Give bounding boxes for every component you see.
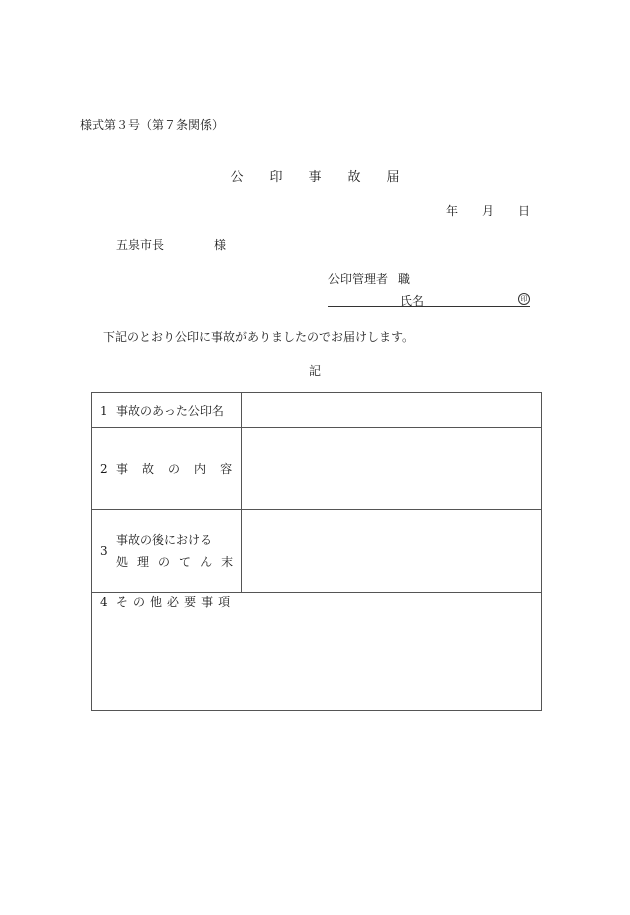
char: の	[168, 462, 181, 477]
incident-table	[91, 392, 542, 711]
date-year: 年	[446, 204, 459, 218]
date-day: 日	[518, 204, 531, 218]
table-row	[92, 510, 542, 592]
row4-label	[92, 592, 542, 710]
row4-text	[116, 595, 235, 609]
row3-label	[92, 510, 242, 592]
manager-line	[328, 270, 410, 287]
row3-line2	[116, 551, 233, 573]
title-char: 印	[269, 170, 283, 185]
row1-text: 事故のあった公印名	[116, 403, 224, 418]
name-field	[328, 292, 530, 307]
char: 容	[220, 462, 233, 477]
row2-value	[242, 428, 542, 510]
date-month: 月	[482, 204, 495, 218]
document-title	[0, 166, 630, 185]
char: 項	[218, 594, 231, 609]
char: て	[179, 554, 192, 569]
char: 故	[142, 462, 155, 477]
mayor-label: 五泉市長	[116, 238, 165, 252]
char: ん	[200, 554, 213, 569]
char: の	[133, 594, 146, 609]
char: 内	[194, 462, 207, 477]
row-number: 1	[100, 403, 108, 418]
table-row	[92, 428, 542, 510]
title-char: 届	[386, 170, 400, 185]
honorific: 様	[214, 238, 227, 252]
seal-icon: 印	[518, 293, 530, 305]
title-char: 故	[347, 170, 361, 185]
row-number: 3	[100, 543, 108, 558]
row3-line1: 事故の後における	[116, 532, 213, 547]
char: そ	[116, 594, 129, 609]
table-row	[92, 592, 542, 710]
char: 他	[150, 594, 163, 609]
char: 要	[184, 594, 197, 609]
title-char: 公	[230, 170, 244, 185]
char: 処	[116, 554, 129, 569]
char: 理	[137, 554, 150, 569]
title-char: 事	[308, 170, 322, 185]
ki-heading: 記	[308, 364, 321, 378]
statement: 下記のとおり公印に事故がありましたのでお届けします。	[103, 330, 415, 344]
date-line	[446, 202, 530, 219]
char: の	[158, 554, 171, 569]
char: 事	[116, 462, 129, 477]
form-number: 様式第３号（第７条関係）	[80, 118, 225, 132]
addressee	[116, 236, 226, 253]
row-number: 2	[100, 462, 108, 477]
char: 事	[201, 594, 214, 609]
table-row	[92, 393, 542, 428]
job-label: 職	[398, 272, 411, 286]
row1-value	[242, 393, 542, 428]
row1-label	[92, 393, 242, 428]
name-label: 氏名	[400, 294, 425, 308]
char: 末	[221, 554, 234, 569]
char: 必	[167, 594, 180, 609]
row-number: 4	[100, 594, 108, 609]
manager-label: 公印管理者	[328, 272, 389, 286]
row2-text	[116, 462, 232, 476]
row2-label	[92, 428, 242, 510]
row3-value	[242, 510, 542, 592]
